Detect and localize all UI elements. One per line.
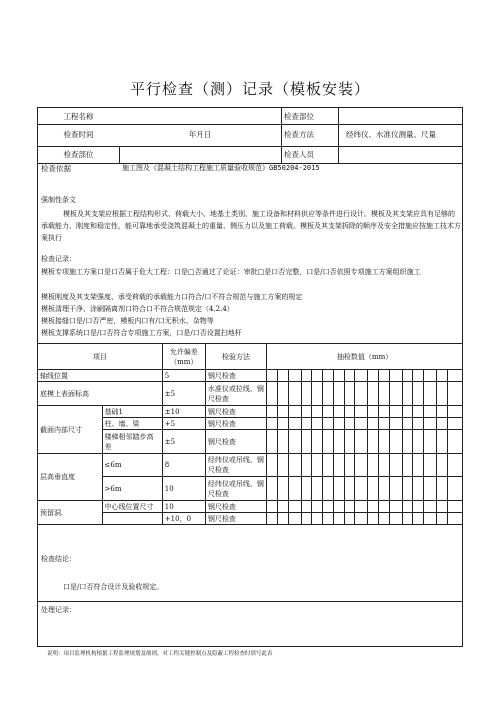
table-row xyxy=(38,370,463,382)
header-measured: 抽检数值（mm） xyxy=(267,344,463,370)
le6-method: 经纬仪或吊线、钢尺检查 xyxy=(205,454,266,477)
header-tolerance: 允许偏差（mm） xyxy=(162,344,205,370)
header-item: 项目 xyxy=(38,344,163,370)
project-name-label: 工程名称 xyxy=(63,112,94,121)
conclusion-label: 检查结论： xyxy=(41,555,76,563)
table-row xyxy=(38,501,463,513)
gt6-tolerance: 10 xyxy=(162,477,205,501)
stair-method: 钢尺检查 xyxy=(205,430,266,454)
vertical-group-label: 层高垂直度 xyxy=(38,454,103,501)
check-method-value: 经纬仪、水准仪测量、尺量 xyxy=(346,130,436,139)
check-part-label: 检查部位 xyxy=(284,112,314,121)
center-method: 钢尺检查 xyxy=(205,501,266,513)
axis-label: 轴线位置 xyxy=(38,370,163,382)
stair-tolerance: ±5 xyxy=(162,430,205,454)
record-line-5: 模板支撑系统口是/口否符合专项施工方案，口是/口否设置扫地杆 xyxy=(41,329,242,337)
check-method-label: 检查方法 xyxy=(284,130,314,139)
foundation-label: 基础1 xyxy=(102,406,162,418)
bottom-label: 底模上表面标高 xyxy=(38,382,163,406)
record-line-3: 模板清理干净、涂刷隔离剂口符合口不符合规范规定（4.2.4） xyxy=(41,305,234,313)
column-label: 柱、墙、梁 xyxy=(102,418,162,430)
column-tolerance: +5 xyxy=(162,418,205,430)
table-row xyxy=(38,418,463,430)
inspection-form xyxy=(37,107,463,647)
check-part-label-2: 检查部位 xyxy=(63,150,94,159)
column-method: 钢尺检查 xyxy=(205,418,266,430)
check-time-value: 年月日 xyxy=(188,130,212,139)
header-method: 检验方法 xyxy=(205,344,266,370)
inspector-label: 检查人员 xyxy=(284,150,314,159)
record-line-2: 模板刚度及其支架强度、承受荷载的承载能力口符合/口不符合规范与施工方案的规定 xyxy=(41,293,303,301)
axis-tolerance: 5 xyxy=(162,370,205,382)
footer-note: 说明：项目监理机构根据工程监理规划及细则，对工程关键控制点及隐蔽工程检查时填写此表 xyxy=(47,651,273,657)
bottom-tolerance: ±5 xyxy=(162,382,205,406)
le6-label: ≤6m xyxy=(102,454,162,477)
measurement-table xyxy=(37,343,463,525)
check-time-label: 检查时间 xyxy=(63,130,94,139)
section-group-label: 截面内部尺寸 xyxy=(38,406,103,454)
table-row xyxy=(38,454,463,477)
gt6-method: 经纬仪或吊线、钢尺检查 xyxy=(205,477,266,501)
center-tolerance: 10 xyxy=(162,501,205,513)
center-label: 中心线位置尺寸 xyxy=(102,501,162,513)
axis-method: 钢尺检查 xyxy=(205,370,266,382)
gt6-label: >6m xyxy=(102,477,162,501)
foundation-method: 钢尺检查 xyxy=(205,406,266,418)
handling-label: 处理记录： xyxy=(41,606,76,614)
size-method: 钢尺检查 xyxy=(205,513,266,525)
bottom-method: 水准仪或拉线、钢尺检查 xyxy=(205,382,266,406)
foundation-tolerance: ±10 xyxy=(162,406,205,418)
page-title: 平行检查（测）记录（模板安装） xyxy=(129,80,370,98)
hole-group-label: 预留洞. xyxy=(38,501,103,525)
mandatory-heading: 强制性条文 xyxy=(41,196,76,204)
le6-tolerance: 8 xyxy=(162,454,205,477)
table-row xyxy=(38,406,463,418)
record-line-1: 模板专项施工方案口是口否属于危大工程：口是□否通过了论证：审批□是口否完整，口是/口否依照专项施工方案组织施工 xyxy=(41,268,421,276)
record-line-4: 模板接缝口是/口否严密，模板内口有/口无积水、杂物等 xyxy=(41,317,214,325)
basis-value: 施工图及《混凝土结构工程施工质量验收规范》GB50204-2015 xyxy=(122,164,320,172)
size-label xyxy=(102,513,162,525)
mandatory-text: 模板及其支架应根据工程结构形式、荷载大小、地基土类别、施工设备和材料供应等条件进行设计。模板及其支架应具有足够的承载能力、刚度和稳定性，能可靠地承受浇筑混凝土的重量、侧压力以及施工荷载。模板及其支架拆除的顺序及安全措施应按施工技术方案执行 xyxy=(41,210,461,242)
table-row xyxy=(38,430,463,454)
size-tolerance: +10，0 xyxy=(162,513,205,525)
record-heading: 检查记录： xyxy=(41,255,76,263)
table-row xyxy=(38,513,463,525)
stair-label: 楼梯相邻踏步高差 xyxy=(102,430,162,454)
conclusion-text: 口是/口否符合设计及验收规定。 xyxy=(63,583,164,591)
table-row xyxy=(38,477,463,501)
basis-label: 检查依据 xyxy=(41,164,71,173)
table-row xyxy=(38,382,463,406)
